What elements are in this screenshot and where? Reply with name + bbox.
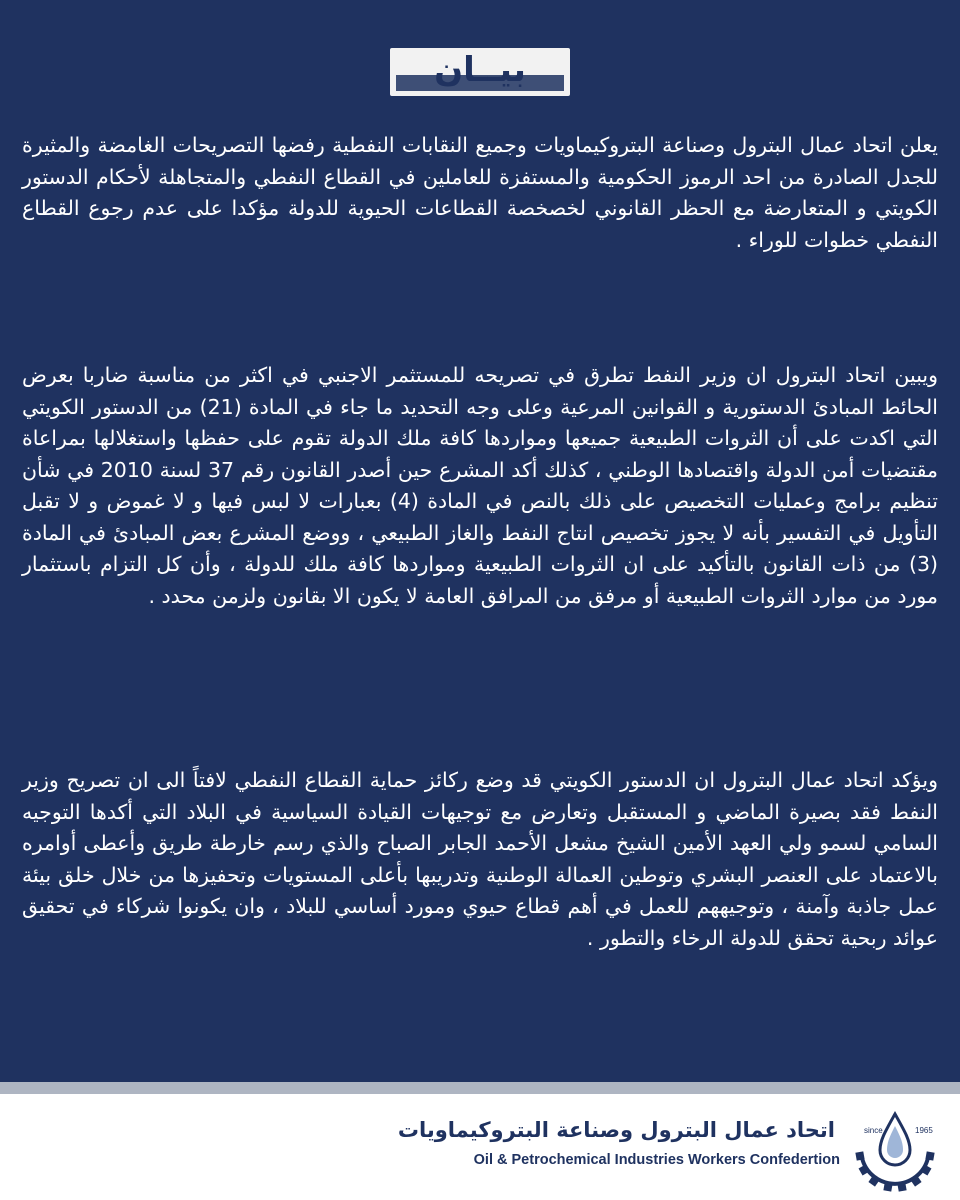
paragraph-3: ويؤكد اتحاد عمال البترول ان الدستور الكويتي قد وضع ركائز حماية القطاع النفطي لافتاً الى ان تصريح وزير النفط فقد بصيرة الماضي و المستقبل وتعارض مع توجيهات القيادة السياسية في البلاد التي أكدها التوجيه السامي لسمو ولي العهد الأمين الشيخ مشعل الأحمد الجابر الصباح والذي رسم خارطة طريق وأعطى أوامره بالاعتماد على العنصر البشري وتوطين العمالة الوطنية وتدريبها بأعلى المستويات وتحفيزها من خلال خلق بيئة عمل جاذبة وآمنة ، وتوجيههم للعمل في أهم قطاع حيوي ومورد أساسي للبلاد ، وان يكونوا شركاء في تحقيق عوائد ربحية تحقق للدولة الرخاء والتطور .	[22, 768, 938, 950]
footer	[0, 1094, 960, 1200]
org-name-arabic: اتحاد عمال البترول وصناعة البتروكيماويات	[397, 1118, 835, 1142]
org-name-english: Oil & Petrochemical Industries Workers Confedertion	[473, 1152, 840, 1168]
paragraph-1: يعلن اتحاد عمال البترول وصناعة البتروكيماويات وجميع النقابات النفطية رفضها التصريحات الغامضة والمثيرة للجدل الصادرة من احد الرموز الحكومية والمستفزة للعاملين في القطاع النفطي والمتجاهلة لأحكام الدستور الكويتي و المتعارضة مع الحظر القانوني لخصخصة القطاعات الحيوية للدولة مؤكدا على عدم رجوع القطاع النفطي خطوات للوراء .	[22, 133, 938, 252]
page-title: بيــان	[434, 50, 526, 90]
since-label: since	[864, 1126, 883, 1135]
since-year: 1965	[915, 1126, 933, 1135]
paragraph-2: ويبين اتحاد البترول ان وزير النفط تطرق في تصريحه للمستثمر الاجنبي في اكثر من مناسبة ضاربا بعرض الحائط المبادئ الدستورية و القوانين المرعية وعلى وجه التحديد ما جاء في المادة (21) من الدستور الكويتي التي اكدت على أن الثروات الطبيعية جميعها ومواردها كافة ملك الدولة تقوم على حفظها واستغلالها بمراعاة مقتضيات أمن الدولة واقتصادها الوطني ، كذلك أكد المشرع حين أصدر القانون رقم 37 لسنة 2010 في شأن تنظيم برامج وعمليات التخصيص على ذلك بالنص في المادة (4) بعبارات لا لبس فيها و لا غموض و لا تقبل التأويل في التفسير بأنه لا يجوز تخصيص انتاج النفط والغاز الطبيعي ، ووضع المشرع بعض المبادئ في المادة (3) من ذات القانون بالتأكيد على ان الثروات الطبيعية ومواردها كافة ملك للدولة ، وأن كل التزام باستثمار مورد من موارد الثروات الطبيعية أو مرفق من المرافق العامة لا يكون الا بقانون ولزمن محدد .	[22, 363, 938, 608]
divider-strip	[0, 1082, 960, 1094]
title-box	[390, 48, 570, 96]
logo	[840, 1108, 950, 1192]
